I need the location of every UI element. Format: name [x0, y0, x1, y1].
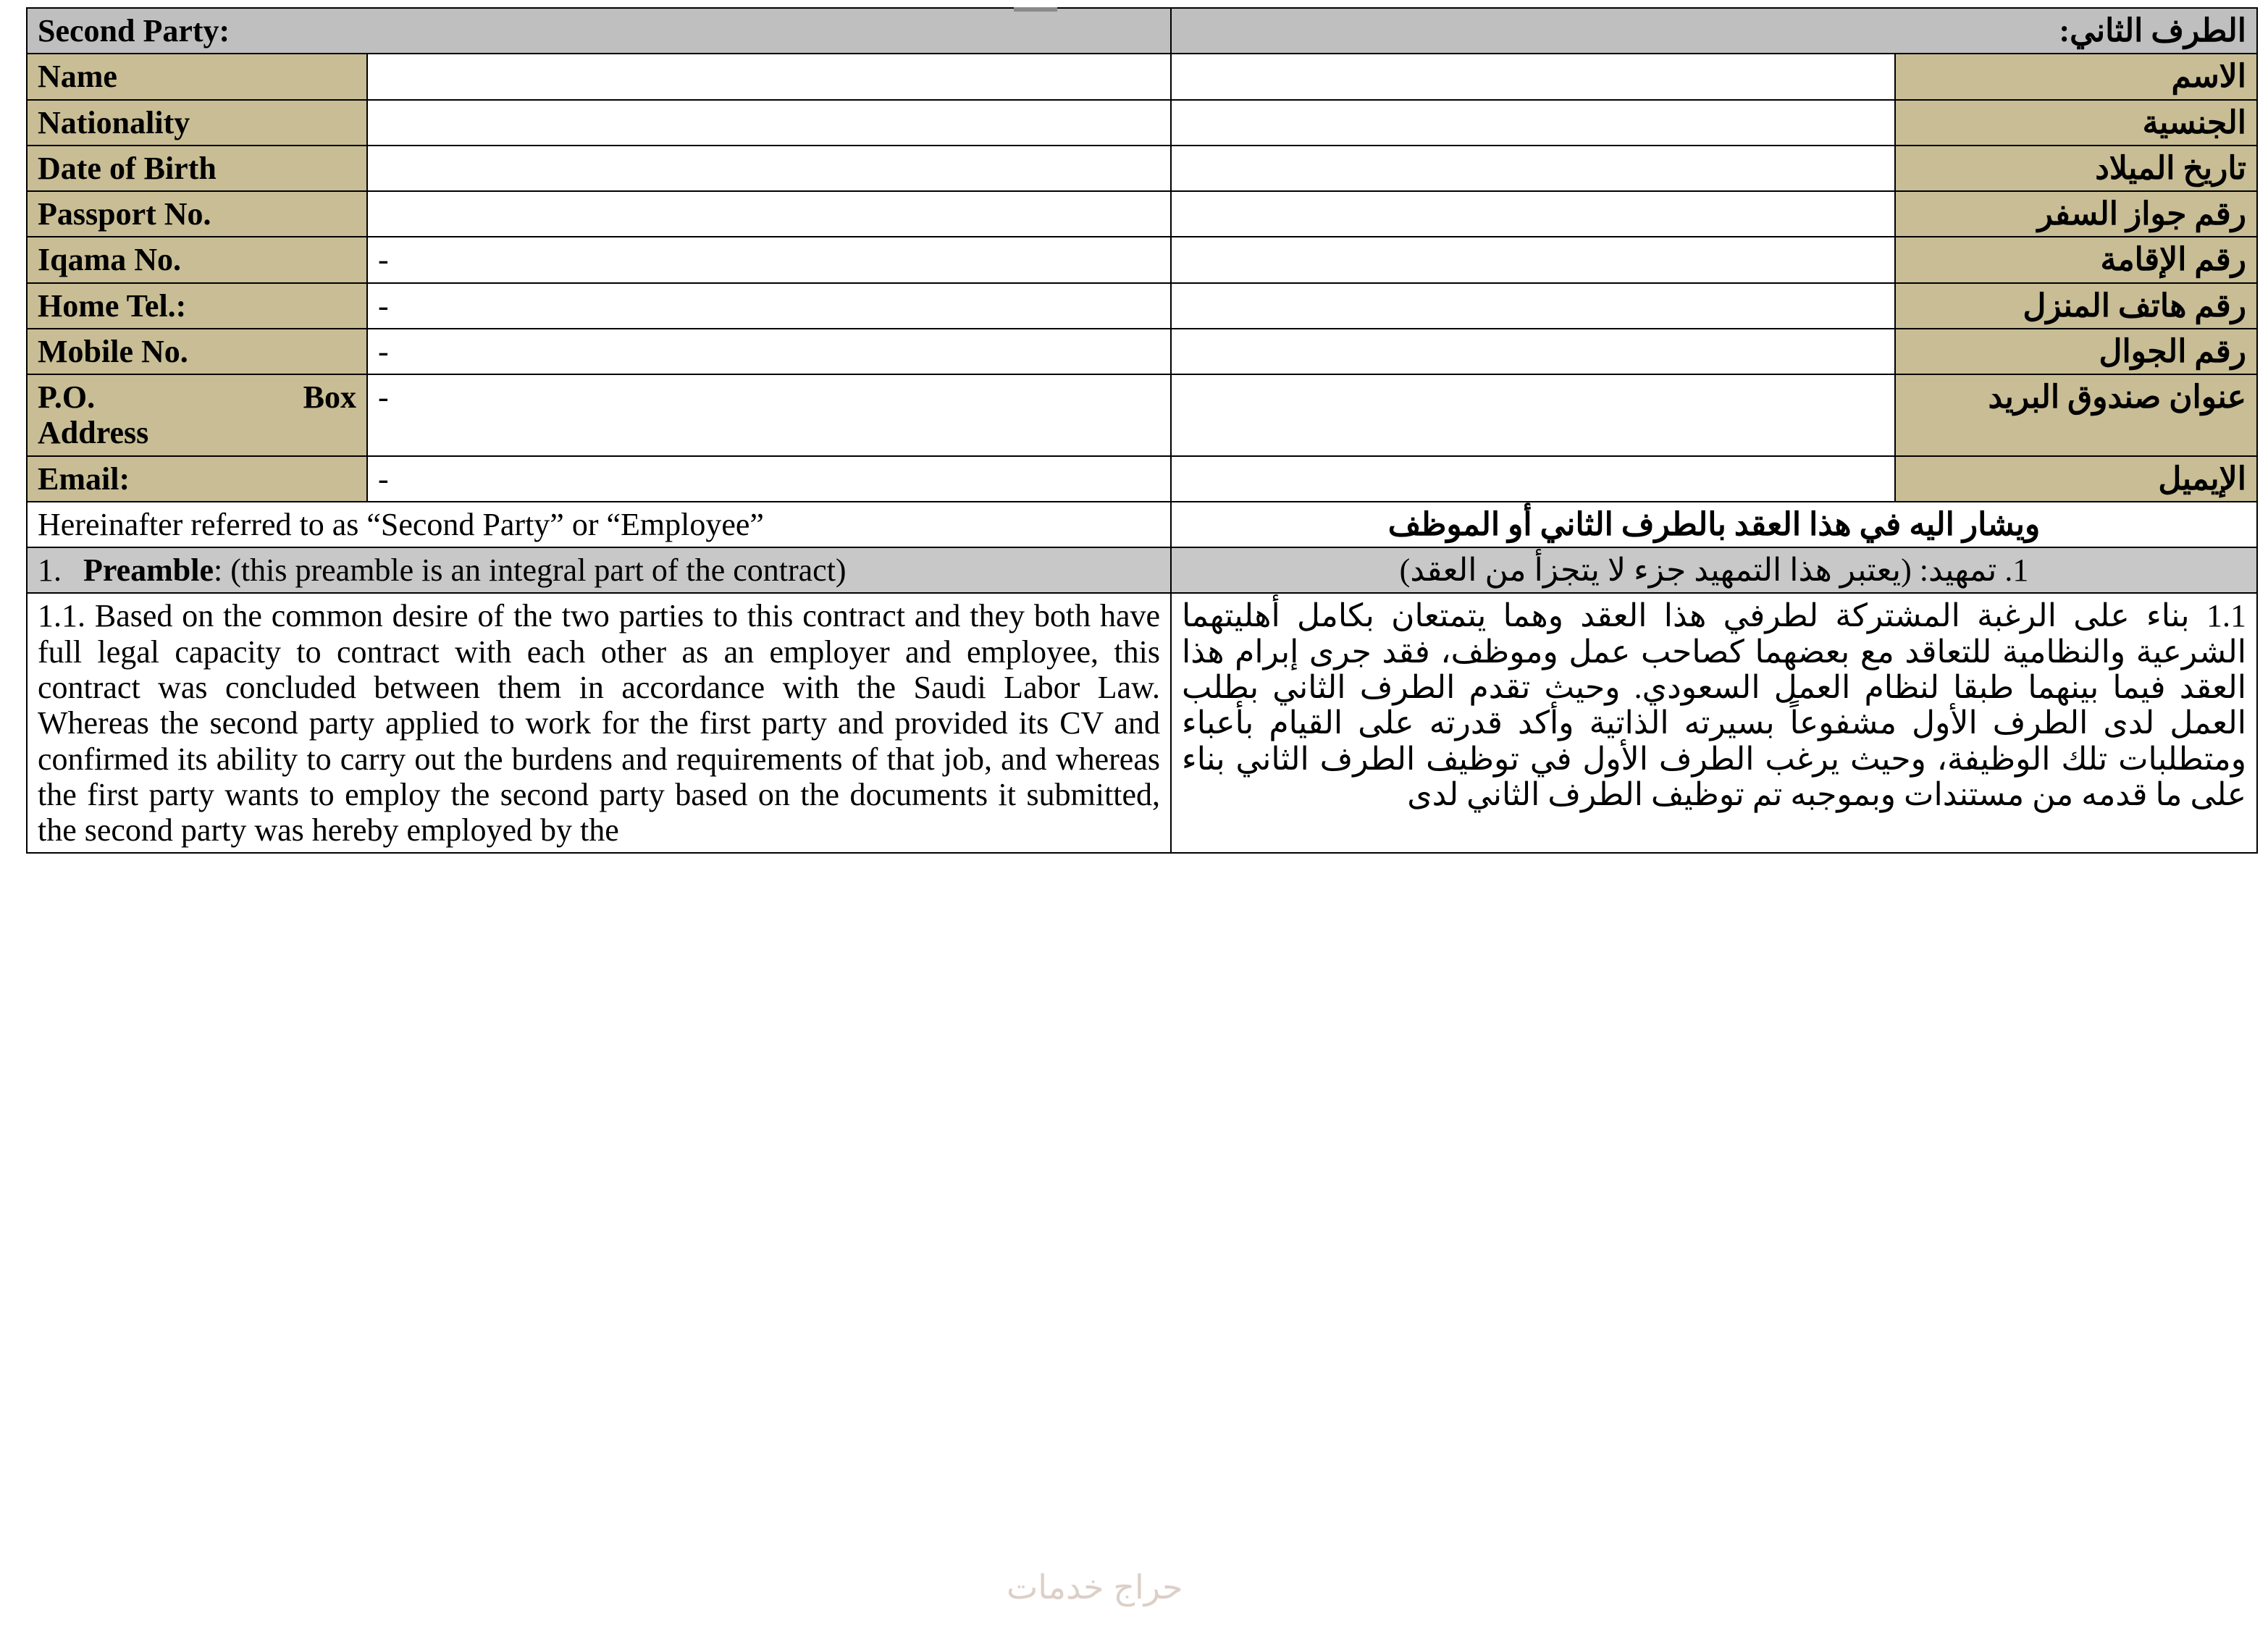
- preamble-number-en: 1.: [38, 552, 62, 589]
- field-value-passport-no-ar[interactable]: [1171, 191, 1895, 237]
- table-row: [27, 191, 2257, 237]
- second-party-table: [26, 7, 2258, 854]
- field-label-name-ar: الاسم: [1895, 54, 2257, 99]
- po-box-label-part1: P.O.: [38, 379, 96, 416]
- field-label-mobile-no-en: Mobile No.: [27, 329, 367, 374]
- field-value-nationality[interactable]: [367, 100, 1171, 146]
- field-value-home-tel-ar[interactable]: [1171, 283, 1895, 329]
- field-value-home-tel[interactable]: -: [367, 283, 1171, 329]
- field-value-date-of-birth[interactable]: [367, 146, 1171, 191]
- table-row-hereinafter: [27, 502, 2257, 547]
- field-label-iqama-no-ar: رقم الإقامة: [1895, 237, 2257, 282]
- hereinafter-en: Hereinafter referred to as “Second Party” or “Employee”: [27, 502, 1171, 547]
- field-label-po-box-address-ar: عنوان صندوق البريد: [1895, 374, 2257, 456]
- table-row-clause-1-1: [27, 593, 2257, 853]
- table-row: [27, 100, 2257, 146]
- field-label-passport-no-ar: رقم جواز السفر: [1895, 191, 2257, 237]
- field-label-email-ar: الإيميل: [1895, 456, 2257, 502]
- field-label-iqama-no-en: Iqama No.: [27, 237, 367, 282]
- document-page: [0, 7, 2268, 1629]
- field-value-nationality-ar[interactable]: [1171, 100, 1895, 146]
- field-value-iqama-no[interactable]: -: [367, 237, 1171, 282]
- preamble-rest-en: : (this preamble is an integral part of the contract): [214, 552, 847, 589]
- hereinafter-ar: ويشار اليه في هذا العقد بالطرف الثاني أو الموظف: [1171, 502, 2257, 547]
- field-label-mobile-no-ar: رقم الجوال: [1895, 329, 2257, 374]
- table-row: [27, 283, 2257, 329]
- field-value-mobile-no-ar[interactable]: [1171, 329, 1895, 374]
- field-value-name-ar[interactable]: [1171, 54, 1895, 99]
- clause-1-1-ar: 1.1 بناء على الرغبة المشتركة لطرفي هذا العقد وهما يتمتعان بكامل أهليتهما الشرعية والنظامية للتعاقد مع بعضهما كصاحب عمل وموظف، فقد جرى إبرام هذا العقد فيما بينهما طبقا لنظام العمل السعودي. وحيث تقدم الطرف الثاني بطلب العمل لدى الطرف الأول مشفوعاً بسيرته الذاتية وأكد قدرته على القيام بأعباء ومتطلبات تلك الوظيفة، وحيث يرغب الطرف الأول في توظيف الطرف الثاني بناء على ما قدمه من مستندات وبموجبه تم توظيف الطرف الثاني لدى: [1171, 593, 2257, 853]
- section-header-ar: الطرف الثاني:: [1171, 8, 2257, 54]
- field-value-email[interactable]: -: [367, 456, 1171, 502]
- field-label-po-box-address-en: [27, 374, 367, 456]
- clause-1-1-en: 1.1. Based on the common desire of the two parties to this contract and they both have full legal capacity to contract with each other as an employer and employee, this contract was concluded between them in accordance with the Saudi Labor Law. Whereas the second party applied to work for the first party and provided its CV and confirmed its ability to carry out the burdens and requirements of that job, and whereas the first party wants to employ the second party based on the documents it submitted, the second party was hereby employed by the: [27, 593, 1171, 853]
- field-label-home-tel-en: Home Tel.:: [27, 283, 367, 329]
- table-row: [27, 329, 2257, 374]
- field-label-email-en: Email:: [27, 456, 367, 502]
- preamble-heading-ar: 1. تمهيد: (يعتبر هذا التمهيد جزء لا يتجزأ من العقد): [1171, 547, 2257, 593]
- table-row-preamble-heading: [27, 547, 2257, 593]
- field-label-nationality-en: Nationality: [27, 100, 367, 146]
- field-label-nationality-ar: الجنسية: [1895, 100, 2257, 146]
- po-box-label-part2: Box: [303, 379, 356, 416]
- field-value-date-of-birth-ar[interactable]: [1171, 146, 1895, 191]
- watermark-text: حراج خدمات: [1007, 1568, 1183, 1606]
- section-header-en: Second Party:: [27, 8, 1171, 54]
- field-value-po-box-address-ar[interactable]: [1171, 374, 1895, 456]
- table-row-section-header: [27, 8, 2257, 54]
- preamble-heading-en: [27, 547, 1171, 593]
- field-label-date-of-birth-ar: تاريخ الميلاد: [1895, 146, 2257, 191]
- field-value-name[interactable]: [367, 54, 1171, 99]
- table-row: [27, 54, 2257, 99]
- page-top-marker: [1014, 7, 1057, 12]
- field-label-home-tel-ar: رقم هاتف المنزل: [1895, 283, 2257, 329]
- field-label-name-en: Name: [27, 54, 367, 99]
- table-row: [27, 146, 2257, 191]
- field-value-mobile-no[interactable]: -: [367, 329, 1171, 374]
- field-label-passport-no-en: Passport No.: [27, 191, 367, 237]
- po-box-label-part3: Address: [38, 415, 149, 451]
- field-label-date-of-birth-en: Date of Birth: [27, 146, 367, 191]
- field-value-po-box-address[interactable]: -: [367, 374, 1171, 456]
- field-value-iqama-no-ar[interactable]: [1171, 237, 1895, 282]
- table-row: [27, 456, 2257, 502]
- table-row: [27, 237, 2257, 282]
- field-value-email-ar[interactable]: [1171, 456, 1895, 502]
- field-value-passport-no[interactable]: [367, 191, 1171, 237]
- preamble-title-en: Preamble: [83, 552, 214, 589]
- table-row: [27, 374, 2257, 456]
